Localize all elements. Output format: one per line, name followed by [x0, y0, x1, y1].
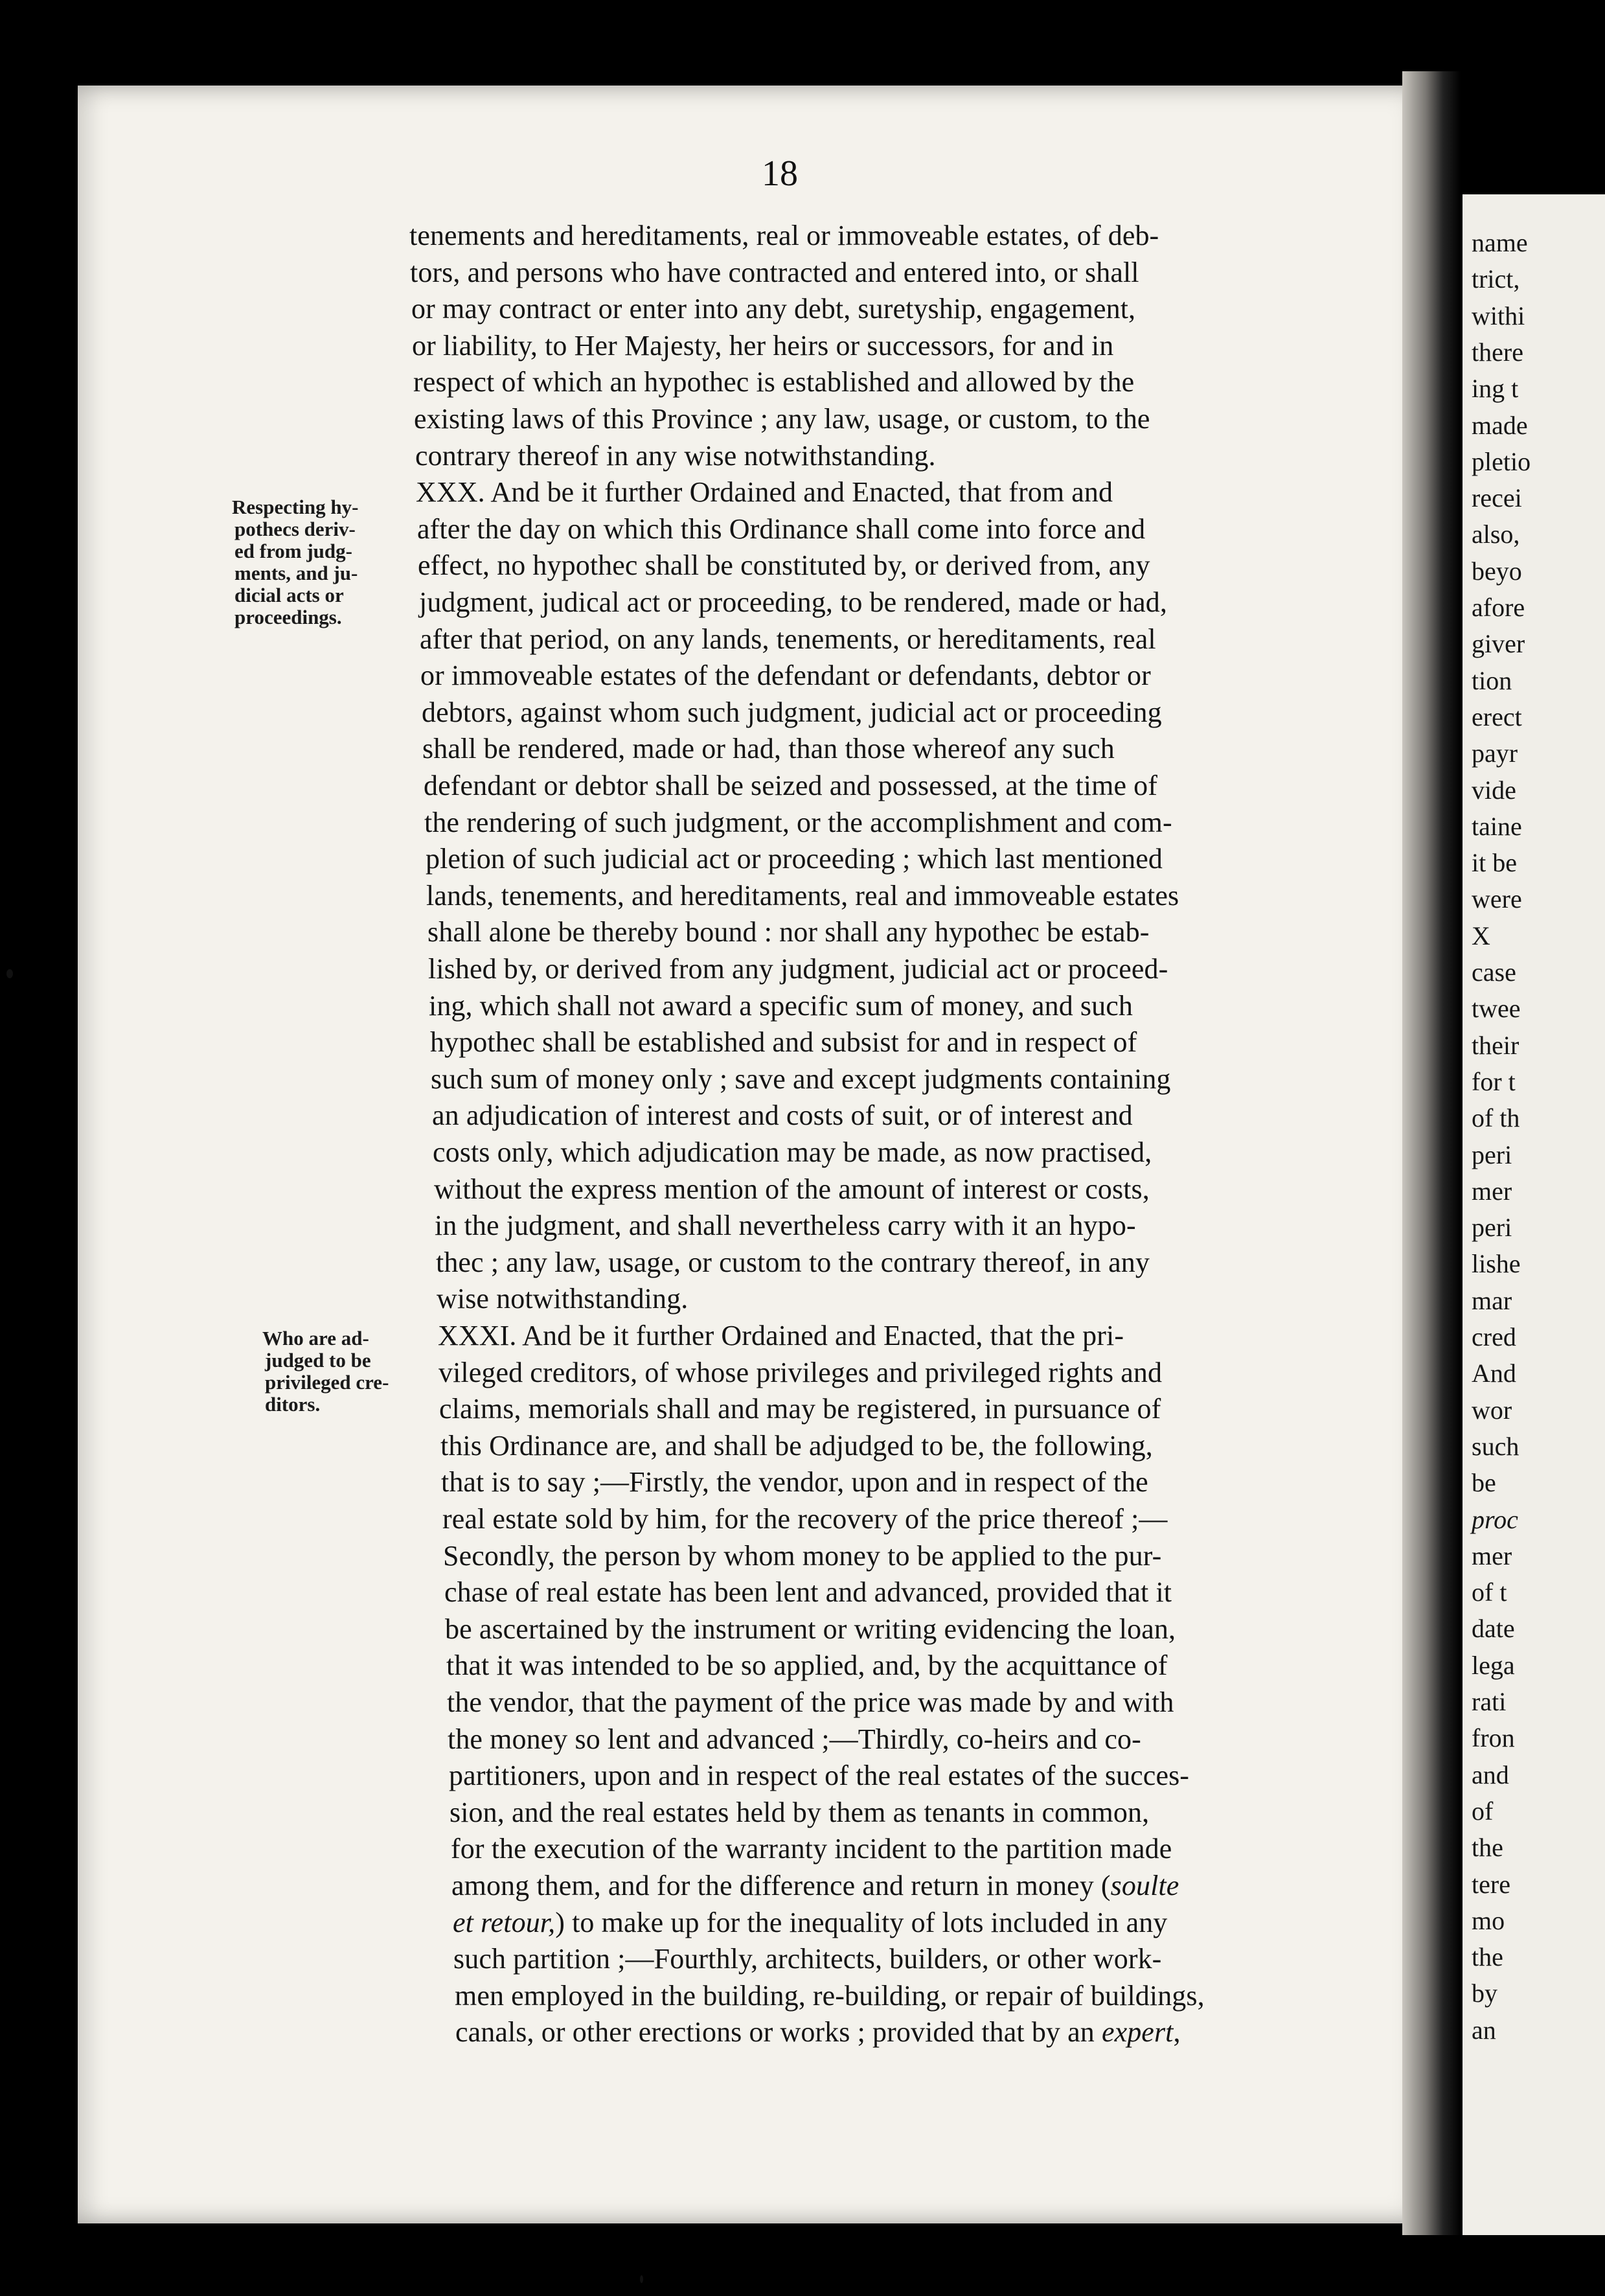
facing-page-line: were [1472, 884, 1522, 914]
facing-page-line: mo [1472, 1905, 1505, 1935]
body-text-line: sion, and the real estates held by them as tenants in common, [450, 1797, 1150, 1828]
body-text-line: defendant or debtor shall be seized and possessed, at the time of [424, 770, 1158, 801]
margin-note-line: Respecting hy- [232, 496, 359, 518]
body-text-line: that it was intended to be so applied, and, by the acquittance of [446, 1649, 1168, 1681]
body-text-line: lished by, or derived from any judgment, judicial act or proceed- [428, 953, 1168, 985]
body-text-line: thec ; any law, usage, or custom to the contrary thereof, in any [436, 1246, 1150, 1278]
facing-page-line: made [1472, 410, 1528, 440]
facing-page-line: an [1472, 2015, 1496, 2045]
facing-page-line: fron [1472, 1723, 1515, 1753]
body-text-line: after the day on which this Ordinance shall come into force and [417, 513, 1146, 545]
facing-page-line: recei [1472, 483, 1522, 513]
facing-page-line: be [1472, 1468, 1496, 1498]
body-text-line: effect, no hypothec shall be constituted by, or derived from, any [418, 549, 1150, 581]
body-text-line: debtors, against whom such judgment, judicial act or proceeding [422, 696, 1162, 728]
margin-note-line: pothecs deriv- [234, 518, 356, 540]
facing-page-line: lega [1472, 1650, 1515, 1680]
body-text-line: for the execution of the warranty incident to the partition made [451, 1833, 1172, 1865]
scan-speck [640, 2275, 643, 2283]
facing-page-line: ing t [1472, 374, 1519, 404]
body-text-line: Secondly, the person by whom money to be applied to the pur- [443, 1540, 1162, 1572]
body-text-line: claims, memorials shall and may be registered, in pursuance of [439, 1393, 1161, 1425]
body-text-line: such partition ;—Fourthly, architects, builders, or other work- [453, 1943, 1162, 1975]
body-text-line: or immoveable estates of the defendant or defendants, debtor or [420, 660, 1151, 691]
body-text-line: judgment, judical act or proceeding, to be rendered, made or had, [419, 586, 1167, 618]
page-gutter-shadow [1402, 71, 1461, 2235]
facing-page-line: their [1472, 1030, 1520, 1060]
body-text-line: the money so lent and advanced ;—Thirdly, co-heirs and co- [448, 1723, 1141, 1755]
margin-note-line: ed from judg- [234, 540, 352, 562]
body-text-line: without the express mention of the amount of interest or costs, [434, 1173, 1150, 1205]
facing-page-line: case [1472, 958, 1516, 987]
body-text-line: men employed in the building, re-building, or repair of buildings, [455, 1980, 1205, 2012]
facing-page-line: such [1472, 1431, 1520, 1461]
facing-page-line: afore [1472, 593, 1525, 622]
body-text-line: et retour,) to make up for the inequality of lots included in any [453, 1907, 1168, 1938]
facing-page-line: by [1472, 1979, 1497, 2008]
facing-page-line: mar [1472, 1285, 1512, 1315]
facing-page-line: And [1472, 1359, 1516, 1388]
body-text-line: pletion of such judicial act or proceeding ; which last mentioned [426, 843, 1163, 875]
facing-page-line: withi [1472, 301, 1525, 330]
margin-note-line: ments, and ju- [234, 562, 358, 584]
body-text-line: costs only, which adjudication may be made, as now practised, [433, 1136, 1152, 1168]
body-text-line: an adjudication of interest and costs of suit, or of interest and [432, 1099, 1133, 1131]
facing-page-line: peri [1472, 1213, 1512, 1243]
body-text-line: vileged creditors, of whose privileges and privileged rights and [438, 1357, 1163, 1388]
body-text-line: be ascertained by the instrument or writing evidencing the loan, [445, 1613, 1176, 1645]
facing-page-line: trict, [1472, 264, 1520, 294]
facing-page-line: giver [1472, 629, 1525, 659]
body-text-line: tenements and hereditaments, real or immoveable estates, of deb- [409, 220, 1159, 251]
body-text-line: or liability, to Her Majesty, her heirs or successors, for and in [412, 330, 1114, 362]
body-text-line: partitioners, upon and in respect of the real estates of the succes- [449, 1760, 1190, 1791]
facing-page-line: and [1472, 1760, 1509, 1789]
body-text-line: canals, or other erections or works ; provided that by an expert, [455, 2016, 1181, 2048]
facing-page-fragment [1463, 194, 1605, 2235]
facing-page-line: taine [1472, 811, 1522, 841]
facing-page-line: of [1472, 1796, 1494, 1826]
body-text-line: real estate sold by him, for the recovery of the price thereof ;— [442, 1503, 1168, 1535]
facing-page-line: rati [1472, 1687, 1507, 1716]
margin-note-line: Who are ad- [262, 1327, 369, 1349]
facing-page-line: lishe [1472, 1249, 1521, 1279]
facing-page-line: tion [1472, 665, 1512, 695]
body-text-line: the rendering of such judgment, or the accomplishment and com- [424, 807, 1172, 838]
body-text-line: that is to say ;—Firstly, the vendor, upon and in respect of the [441, 1466, 1148, 1498]
body-text-line: in the judgment, and shall nevertheless carry with it an hypo- [435, 1210, 1136, 1241]
body-text-line: shall be rendered, made or had, than those whereof any such [422, 733, 1115, 764]
facing-page-line: vide [1472, 775, 1516, 805]
body-text-line: the vendor, that the payment of the price was made by and with [447, 1686, 1174, 1718]
facing-page-line: the [1472, 1942, 1503, 1972]
margin-note-line: judged to be [265, 1349, 371, 1372]
facing-page-line: date [1472, 1614, 1515, 1644]
facing-page-line: for t [1472, 1066, 1516, 1096]
facing-page-line: erect [1472, 702, 1522, 731]
body-text-line: such sum of money only ; save and except judgments containing [431, 1063, 1171, 1095]
body-text-line: contrary thereof in any wise notwithstanding. [415, 440, 936, 472]
body-text-line: XXX. And be it further Ordained and Enacted, that from and [416, 476, 1113, 508]
facing-page-line: cred [1472, 1322, 1516, 1351]
body-text-line: lands, tenements, and hereditaments, real and immoveable estates [426, 880, 1179, 912]
body-text-line: among them, and for the difference and return in money (soulte [451, 1870, 1179, 1901]
body-text-line: ing, which shall not award a specific sum of money, and such [429, 990, 1133, 1022]
facing-page-line: of t [1472, 1578, 1507, 1607]
facing-page-line: there [1472, 337, 1523, 367]
body-text-line: or may contract or enter into any debt, suretyship, engagement, [411, 293, 1136, 325]
facing-page-line: wor [1472, 1395, 1512, 1425]
margin-note-line: proceedings. [234, 606, 342, 628]
facing-page-line: of th [1472, 1103, 1520, 1133]
facing-page-line: peri [1472, 1140, 1512, 1169]
facing-page-line: it be [1472, 848, 1517, 878]
body-text-line: this Ordinance are, and shall be adjudged to be, the following, [440, 1430, 1153, 1462]
body-text-line: respect of which an hypothec is established and allowed by the [413, 366, 1135, 398]
facing-page-line: beyo [1472, 556, 1522, 586]
body-text-line: tors, and persons who have contracted and entered into, or shall [410, 257, 1139, 288]
margin-note-line: ditors. [265, 1393, 321, 1416]
facing-page-line: tere [1472, 1869, 1510, 1899]
facing-page-line: pletio [1472, 446, 1531, 476]
body-text-line: hypothec shall be established and subsist for and in respect of [430, 1026, 1137, 1058]
facing-page-line: also, [1472, 520, 1520, 549]
facing-page-line: the [1472, 1833, 1503, 1863]
page-number: 18 [762, 154, 798, 194]
body-text-line: shall alone be thereby bound : nor shall any hypothec be estab- [427, 916, 1150, 948]
facing-page-line: payr [1472, 739, 1518, 768]
scan-speck [6, 969, 13, 978]
body-text-line: wise notwithstanding. [437, 1283, 689, 1314]
body-text-line: chase of real estate has been lent and advanced, provided that it [444, 1576, 1172, 1608]
facing-page-line: mer [1472, 1176, 1512, 1206]
facing-page-line: twee [1472, 994, 1521, 1024]
facing-page-line: proc [1472, 1504, 1518, 1534]
facing-page-line: X [1472, 921, 1490, 950]
facing-page-line: mer [1472, 1541, 1512, 1570]
body-text-line: XXXI. And be it further Ordained and Enacted, that the pri- [438, 1320, 1124, 1351]
margin-note-line: privileged cre- [265, 1371, 389, 1394]
facing-page-line: name [1472, 228, 1528, 257]
body-text-line: after that period, on any lands, tenements, or hereditaments, real [420, 623, 1156, 655]
body-text-line: existing laws of this Province ; any law, usage, or custom, to the [414, 403, 1150, 435]
margin-note-line: dicial acts or [234, 584, 344, 606]
